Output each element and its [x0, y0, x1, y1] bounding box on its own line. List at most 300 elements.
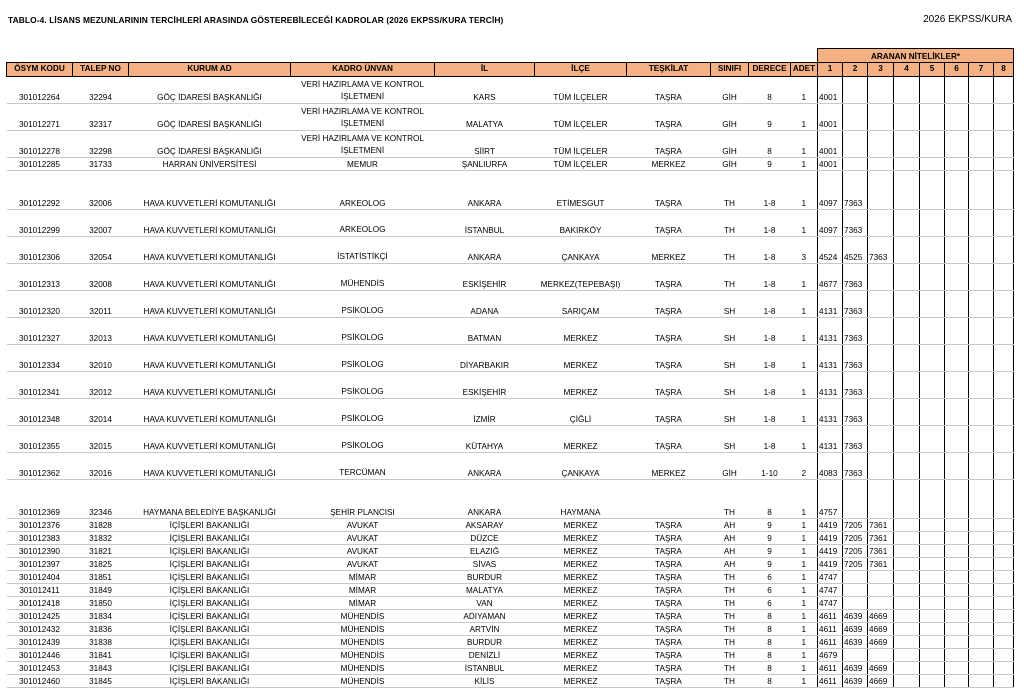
cell-kod: 301012306: [7, 236, 73, 263]
cell-kurum: İÇİŞLERİ BAKANLIĞI: [129, 648, 291, 661]
cell-nitelik: [894, 518, 920, 531]
cell-derece: 1-8: [749, 263, 791, 290]
cell-nitelik: 7363: [868, 236, 894, 263]
cell-adet: 1: [791, 263, 818, 290]
cell-nitelik: [894, 622, 920, 635]
cell-il: ADIYAMAN: [435, 609, 535, 622]
cell-nitelik: [994, 622, 1014, 635]
cell-unvan: AVUKAT: [291, 544, 435, 557]
column-header-row: [7, 62, 1014, 76]
cell-nitelik: 4097: [818, 209, 843, 236]
cell-nitelik: [894, 557, 920, 570]
cell-nitelik: [945, 557, 969, 570]
cell-nitelik: 4419: [818, 557, 843, 570]
cell-sinif: SH: [711, 344, 749, 371]
cell-nitelik: [969, 157, 994, 170]
cell-nitelik: [894, 290, 920, 317]
cell-nitelik: [920, 557, 945, 570]
cell-ilce: TÜM İLÇELER: [535, 157, 627, 170]
cell-nitelik: [868, 452, 894, 479]
cell-nitelik: [994, 557, 1014, 570]
cell-nitelik: [969, 398, 994, 425]
cell-nitelik: [894, 635, 920, 648]
cell-unvan: ARKEOLOG: [291, 170, 435, 209]
cell-nitelik: 4001: [818, 76, 843, 103]
cell-derece: 6: [749, 570, 791, 583]
column-header: 3: [868, 62, 894, 76]
cell-il: ANKARA: [435, 236, 535, 263]
table-row: [7, 518, 1014, 531]
cell-nitelik: [868, 130, 894, 157]
cell-nitelik: [868, 425, 894, 452]
cell-nitelik: [969, 570, 994, 583]
cell-nitelik: 7205: [843, 557, 868, 570]
cell-nitelik: [843, 130, 868, 157]
cell-derece: 1-8: [749, 170, 791, 209]
column-header: DERECE: [749, 62, 791, 76]
cell-nitelik: [868, 317, 894, 344]
table-row: [7, 479, 1014, 518]
table-row: [7, 531, 1014, 544]
cell-ilce: MERKEZ: [535, 531, 627, 544]
cell-derece: 9: [749, 518, 791, 531]
cell-talep: 32007: [73, 209, 129, 236]
cell-derece: 6: [749, 596, 791, 609]
cell-nitelik: [920, 609, 945, 622]
cell-nitelik: [843, 76, 868, 103]
cell-nitelik: [920, 661, 945, 674]
cell-derece: 8: [749, 609, 791, 622]
cell-il: DÜZCE: [435, 531, 535, 544]
cell-sinif: TH: [711, 622, 749, 635]
cell-ilce: MERKEZ: [535, 609, 627, 622]
cell-adet: 1: [791, 544, 818, 557]
cell-nitelik: 4639: [843, 674, 868, 687]
cell-nitelik: 4669: [868, 609, 894, 622]
cell-nitelik: [920, 76, 945, 103]
cell-kod: 301012278: [7, 130, 73, 157]
cell-kurum: GÖÇ İDARESİ BAŞKANLIĞI: [129, 130, 291, 157]
cell-kod: 301012369: [7, 479, 73, 518]
cell-talep: 31841: [73, 648, 129, 661]
cell-nitelik: 7361: [868, 531, 894, 544]
cell-unvan: VERİ HAZIRLAMA VE KONTROL İŞLETMENİ: [291, 130, 435, 157]
cell-nitelik: [994, 170, 1014, 209]
cell-il: ANKARA: [435, 452, 535, 479]
cell-adet: 1: [791, 317, 818, 344]
cell-kod: 301012439: [7, 635, 73, 648]
table-row: [7, 596, 1014, 609]
cell-il: BURDUR: [435, 570, 535, 583]
cell-nitelik: [969, 518, 994, 531]
cell-teskilat: TAŞRA: [627, 76, 711, 103]
table-row: [7, 157, 1014, 170]
column-header: 6: [945, 62, 969, 76]
cell-il: ESKİŞEHİR: [435, 263, 535, 290]
cell-adet: 1: [791, 557, 818, 570]
cell-nitelik: 4747: [818, 596, 843, 609]
cell-teskilat: TAŞRA: [627, 531, 711, 544]
cell-nitelik: [894, 317, 920, 344]
cell-teskilat: TAŞRA: [627, 583, 711, 596]
cell-nitelik: [945, 518, 969, 531]
cell-nitelik: [894, 609, 920, 622]
cell-nitelik: [920, 622, 945, 635]
cell-kurum: HAYMANA BELEDİYE BAŞKANLIĞI: [129, 479, 291, 518]
cell-kurum: HAVA KUVVETLERİ KOMUTANLIĞI: [129, 170, 291, 209]
cell-kurum: HAVA KUVVETLERİ KOMUTANLIĞI: [129, 263, 291, 290]
cell-teskilat: TAŞRA: [627, 425, 711, 452]
table-row: [7, 544, 1014, 557]
cell-nitelik: [994, 398, 1014, 425]
cell-ilce: MERKEZ: [535, 344, 627, 371]
cell-adet: 1: [791, 76, 818, 103]
cell-nitelik: [994, 596, 1014, 609]
cell-nitelik: 4131: [818, 371, 843, 398]
cell-adet: 1: [791, 570, 818, 583]
cell-nitelik: 4639: [843, 635, 868, 648]
cell-nitelik: [843, 596, 868, 609]
cell-il: ELAZIĞ: [435, 544, 535, 557]
cell-nitelik: [994, 209, 1014, 236]
cell-unvan: MÜHENDİS: [291, 263, 435, 290]
cell-adet: 1: [791, 398, 818, 425]
cell-sinif: TH: [711, 263, 749, 290]
cell-nitelik: [920, 544, 945, 557]
cell-nitelik: [894, 170, 920, 209]
cell-sinif: TH: [711, 236, 749, 263]
cell-talep: 32012: [73, 371, 129, 398]
cell-nitelik: [994, 103, 1014, 130]
cell-kurum: İÇİŞLERİ BAKANLIĞI: [129, 661, 291, 674]
cell-sinif: TH: [711, 570, 749, 583]
cell-derece: 8: [749, 622, 791, 635]
cell-nitelik: [945, 674, 969, 687]
cell-nitelik: 4611: [818, 622, 843, 635]
cell-nitelik: 4669: [868, 622, 894, 635]
cell-kod: 301012299: [7, 209, 73, 236]
cell-nitelik: [969, 596, 994, 609]
cell-talep: 32346: [73, 479, 129, 518]
table-body: [7, 76, 1014, 687]
cell-nitelik: 4131: [818, 344, 843, 371]
cell-kod: 301012313: [7, 263, 73, 290]
cell-nitelik: [894, 425, 920, 452]
cell-nitelik: 7205: [843, 518, 868, 531]
cell-nitelik: [868, 479, 894, 518]
cell-nitelik: [894, 544, 920, 557]
cell-kod: 301012341: [7, 371, 73, 398]
cell-teskilat: [627, 479, 711, 518]
cell-teskilat: TAŞRA: [627, 103, 711, 130]
cell-kod: 301012362: [7, 452, 73, 479]
cell-derece: 1-10: [749, 452, 791, 479]
cell-sinif: GİH: [711, 103, 749, 130]
cell-derece: 8: [749, 130, 791, 157]
cell-nitelik: [994, 544, 1014, 557]
column-header: TEŞKİLAT: [627, 62, 711, 76]
cell-unvan: MİMAR: [291, 570, 435, 583]
cell-nitelik: [969, 209, 994, 236]
cell-nitelik: [894, 157, 920, 170]
cell-nitelik: 7363: [843, 290, 868, 317]
cell-derece: 1-8: [749, 344, 791, 371]
cell-adet: 1: [791, 596, 818, 609]
cell-derece: 8: [749, 648, 791, 661]
cell-teskilat: TAŞRA: [627, 570, 711, 583]
column-header: İLÇE: [535, 62, 627, 76]
table-row: [7, 570, 1014, 583]
cell-nitelik: [945, 661, 969, 674]
cell-kurum: HAVA KUVVETLERİ KOMUTANLIĞI: [129, 209, 291, 236]
cell-nitelik: 7363: [843, 452, 868, 479]
cell-nitelik: [945, 344, 969, 371]
cell-nitelik: [969, 648, 994, 661]
cell-nitelik: [868, 596, 894, 609]
cell-kurum: HAVA KUVVETLERİ KOMUTANLIĞI: [129, 452, 291, 479]
cell-talep: 31849: [73, 583, 129, 596]
cell-ilce: HAYMANA: [535, 479, 627, 518]
cell-unvan: MÜHENDİS: [291, 635, 435, 648]
cell-kurum: İÇİŞLERİ BAKANLIĞI: [129, 557, 291, 570]
cell-nitelik: [945, 531, 969, 544]
page-tag: 2026 EKPSS/KURA: [923, 14, 1012, 25]
column-header: 8: [994, 62, 1014, 76]
cell-nitelik: [945, 398, 969, 425]
cell-unvan: VERİ HAZIRLAMA VE KONTROL İŞLETMENİ: [291, 76, 435, 103]
cell-nitelik: [945, 236, 969, 263]
cell-ilce: MERKEZ: [535, 317, 627, 344]
cell-nitelik: [969, 479, 994, 518]
cell-nitelik: [969, 263, 994, 290]
cell-nitelik: [945, 130, 969, 157]
cell-nitelik: [920, 531, 945, 544]
cell-talep: 32010: [73, 344, 129, 371]
cell-nitelik: [969, 371, 994, 398]
cell-nitelik: [894, 130, 920, 157]
cell-talep: 31850: [73, 596, 129, 609]
cell-nitelik: [945, 157, 969, 170]
cell-ilce: MERKEZ: [535, 518, 627, 531]
cell-unvan: MÜHENDİS: [291, 661, 435, 674]
cell-nitelik: [920, 103, 945, 130]
cell-nitelik: 7363: [843, 425, 868, 452]
cell-il: SİVAS: [435, 557, 535, 570]
table-row: [7, 674, 1014, 687]
cell-nitelik: [920, 130, 945, 157]
cell-talep: 32006: [73, 170, 129, 209]
cell-teskilat: TAŞRA: [627, 209, 711, 236]
cell-ilce: TÜM İLÇELER: [535, 130, 627, 157]
cell-nitelik: [945, 76, 969, 103]
cell-kurum: HARRAN ÜNİVERSİTESİ: [129, 157, 291, 170]
cell-nitelik: 4083: [818, 452, 843, 479]
cell-kurum: HAVA KUVVETLERİ KOMUTANLIĞI: [129, 398, 291, 425]
page-title: TABLO-4. LİSANS MEZUNLARININ TERCİHLERİ ARASINDA GÖSTEREBİLECEĞİ KADROLAR (2026 EKPSS/KURA TERCİH): [8, 15, 504, 25]
cell-sinif: TH: [711, 596, 749, 609]
cell-unvan: PSİKOLOG: [291, 290, 435, 317]
cell-nitelik: [969, 344, 994, 371]
cell-nitelik: [994, 583, 1014, 596]
cell-nitelik: 7361: [868, 544, 894, 557]
cell-kod: 301012390: [7, 544, 73, 557]
cell-nitelik: 4639: [843, 609, 868, 622]
cell-adet: 1: [791, 648, 818, 661]
cell-nitelik: [920, 648, 945, 661]
cell-adet: 1: [791, 290, 818, 317]
table-row: [7, 130, 1014, 157]
cell-derece: 8: [749, 674, 791, 687]
cell-teskilat: TAŞRA: [627, 398, 711, 425]
cell-il: ESKİŞEHİR: [435, 371, 535, 398]
cell-talep: 31834: [73, 609, 129, 622]
cell-kod: 301012383: [7, 531, 73, 544]
cell-unvan: MÜHENDİS: [291, 674, 435, 687]
cell-nitelik: [994, 661, 1014, 674]
cell-nitelik: 4524: [818, 236, 843, 263]
cell-nitelik: [868, 157, 894, 170]
cell-teskilat: TAŞRA: [627, 661, 711, 674]
cell-ilce: MERKEZ: [535, 635, 627, 648]
cell-teskilat: TAŞRA: [627, 648, 711, 661]
cell-adet: 1: [791, 425, 818, 452]
cell-nitelik: 4669: [868, 674, 894, 687]
cell-il: MALATYA: [435, 103, 535, 130]
aranan-nitelikler-header: ARANAN NİTELİKLER*: [818, 49, 1014, 63]
table-row: [7, 557, 1014, 570]
cell-teskilat: TAŞRA: [627, 596, 711, 609]
cell-teskilat: MERKEZ: [627, 452, 711, 479]
cell-nitelik: 4131: [818, 398, 843, 425]
cell-nitelik: 4747: [818, 570, 843, 583]
cell-talep: 31838: [73, 635, 129, 648]
cell-nitelik: [920, 157, 945, 170]
cell-nitelik: [969, 622, 994, 635]
cell-talep: 31845: [73, 674, 129, 687]
column-header: KADRO ÜNVAN: [291, 62, 435, 76]
cell-nitelik: [969, 103, 994, 130]
cell-talep: 32016: [73, 452, 129, 479]
cell-derece: 8: [749, 635, 791, 648]
cell-kurum: HAVA KUVVETLERİ KOMUTANLIĞI: [129, 290, 291, 317]
cell-adet: 1: [791, 518, 818, 531]
cell-teskilat: TAŞRA: [627, 170, 711, 209]
cell-nitelik: [894, 398, 920, 425]
cell-nitelik: [920, 570, 945, 583]
cell-derece: 6: [749, 583, 791, 596]
cell-talep: 31836: [73, 622, 129, 635]
cell-kurum: İÇİŞLERİ BAKANLIĞI: [129, 583, 291, 596]
cell-teskilat: TAŞRA: [627, 635, 711, 648]
cell-nitelik: [945, 317, 969, 344]
cell-nitelik: 7363: [843, 344, 868, 371]
cell-sinif: GİH: [711, 76, 749, 103]
cell-sinif: SH: [711, 317, 749, 344]
cell-derece: 9: [749, 531, 791, 544]
cell-ilce: MERKEZ: [535, 557, 627, 570]
cell-kod: 301012446: [7, 648, 73, 661]
cell-nitelik: [920, 290, 945, 317]
cell-nitelik: [945, 103, 969, 130]
cell-nitelik: [894, 371, 920, 398]
cell-nitelik: [894, 674, 920, 687]
cell-kod: 301012425: [7, 609, 73, 622]
cell-sinif: TH: [711, 479, 749, 518]
cell-sinif: AH: [711, 518, 749, 531]
cell-nitelik: 4001: [818, 130, 843, 157]
table-row: [7, 583, 1014, 596]
cell-sinif: AH: [711, 531, 749, 544]
cell-sinif: TH: [711, 648, 749, 661]
cell-il: MALATYA: [435, 583, 535, 596]
cell-ilce: MERKEZ: [535, 425, 627, 452]
cell-nitelik: [920, 344, 945, 371]
cell-nitelik: [868, 103, 894, 130]
cell-nitelik: [994, 317, 1014, 344]
cell-ilce: ÇİĞLİ: [535, 398, 627, 425]
cell-unvan: TERCÜMAN: [291, 452, 435, 479]
cell-nitelik: [969, 170, 994, 209]
table-row: [7, 622, 1014, 635]
cell-nitelik: [868, 209, 894, 236]
cell-nitelik: 4611: [818, 609, 843, 622]
column-header: 5: [920, 62, 945, 76]
cell-adet: 1: [791, 583, 818, 596]
cell-unvan: PSİKOLOG: [291, 398, 435, 425]
column-header: İL: [435, 62, 535, 76]
cell-nitelik: [894, 236, 920, 263]
cell-nitelik: [894, 531, 920, 544]
positions-table: [6, 48, 1014, 688]
table-row: [7, 290, 1014, 317]
cell-kod: 301012460: [7, 674, 73, 687]
cell-derece: 1-8: [749, 209, 791, 236]
cell-teskilat: TAŞRA: [627, 674, 711, 687]
cell-nitelik: [894, 661, 920, 674]
cell-nitelik: 7205: [843, 531, 868, 544]
cell-teskilat: MERKEZ: [627, 157, 711, 170]
cell-nitelik: [969, 290, 994, 317]
cell-kurum: HAVA KUVVETLERİ KOMUTANLIĞI: [129, 317, 291, 344]
cell-nitelik: [994, 371, 1014, 398]
cell-nitelik: [945, 170, 969, 209]
cell-teskilat: TAŞRA: [627, 344, 711, 371]
cell-teskilat: TAŞRA: [627, 557, 711, 570]
cell-nitelik: [994, 290, 1014, 317]
cell-il: BATMAN: [435, 317, 535, 344]
cell-nitelik: [843, 583, 868, 596]
cell-nitelik: [920, 398, 945, 425]
cell-nitelik: [868, 170, 894, 209]
cell-kurum: HAVA KUVVETLERİ KOMUTANLIĞI: [129, 371, 291, 398]
cell-derece: 9: [749, 557, 791, 570]
cell-il: ŞANLIURFA: [435, 157, 535, 170]
cell-nitelik: [868, 648, 894, 661]
cell-teskilat: TAŞRA: [627, 518, 711, 531]
cell-derece: 9: [749, 103, 791, 130]
table-row: [7, 648, 1014, 661]
cell-ilce: MERKEZ: [535, 596, 627, 609]
cell-nitelik: [994, 635, 1014, 648]
cell-nitelik: 4097: [818, 170, 843, 209]
cell-unvan: MÜHENDİS: [291, 609, 435, 622]
cell-nitelik: [994, 531, 1014, 544]
cell-talep: 32014: [73, 398, 129, 425]
cell-nitelik: [920, 674, 945, 687]
cell-nitelik: 7363: [843, 398, 868, 425]
table-row: [7, 344, 1014, 371]
cell-unvan: İSTATİSTİKÇİ: [291, 236, 435, 263]
